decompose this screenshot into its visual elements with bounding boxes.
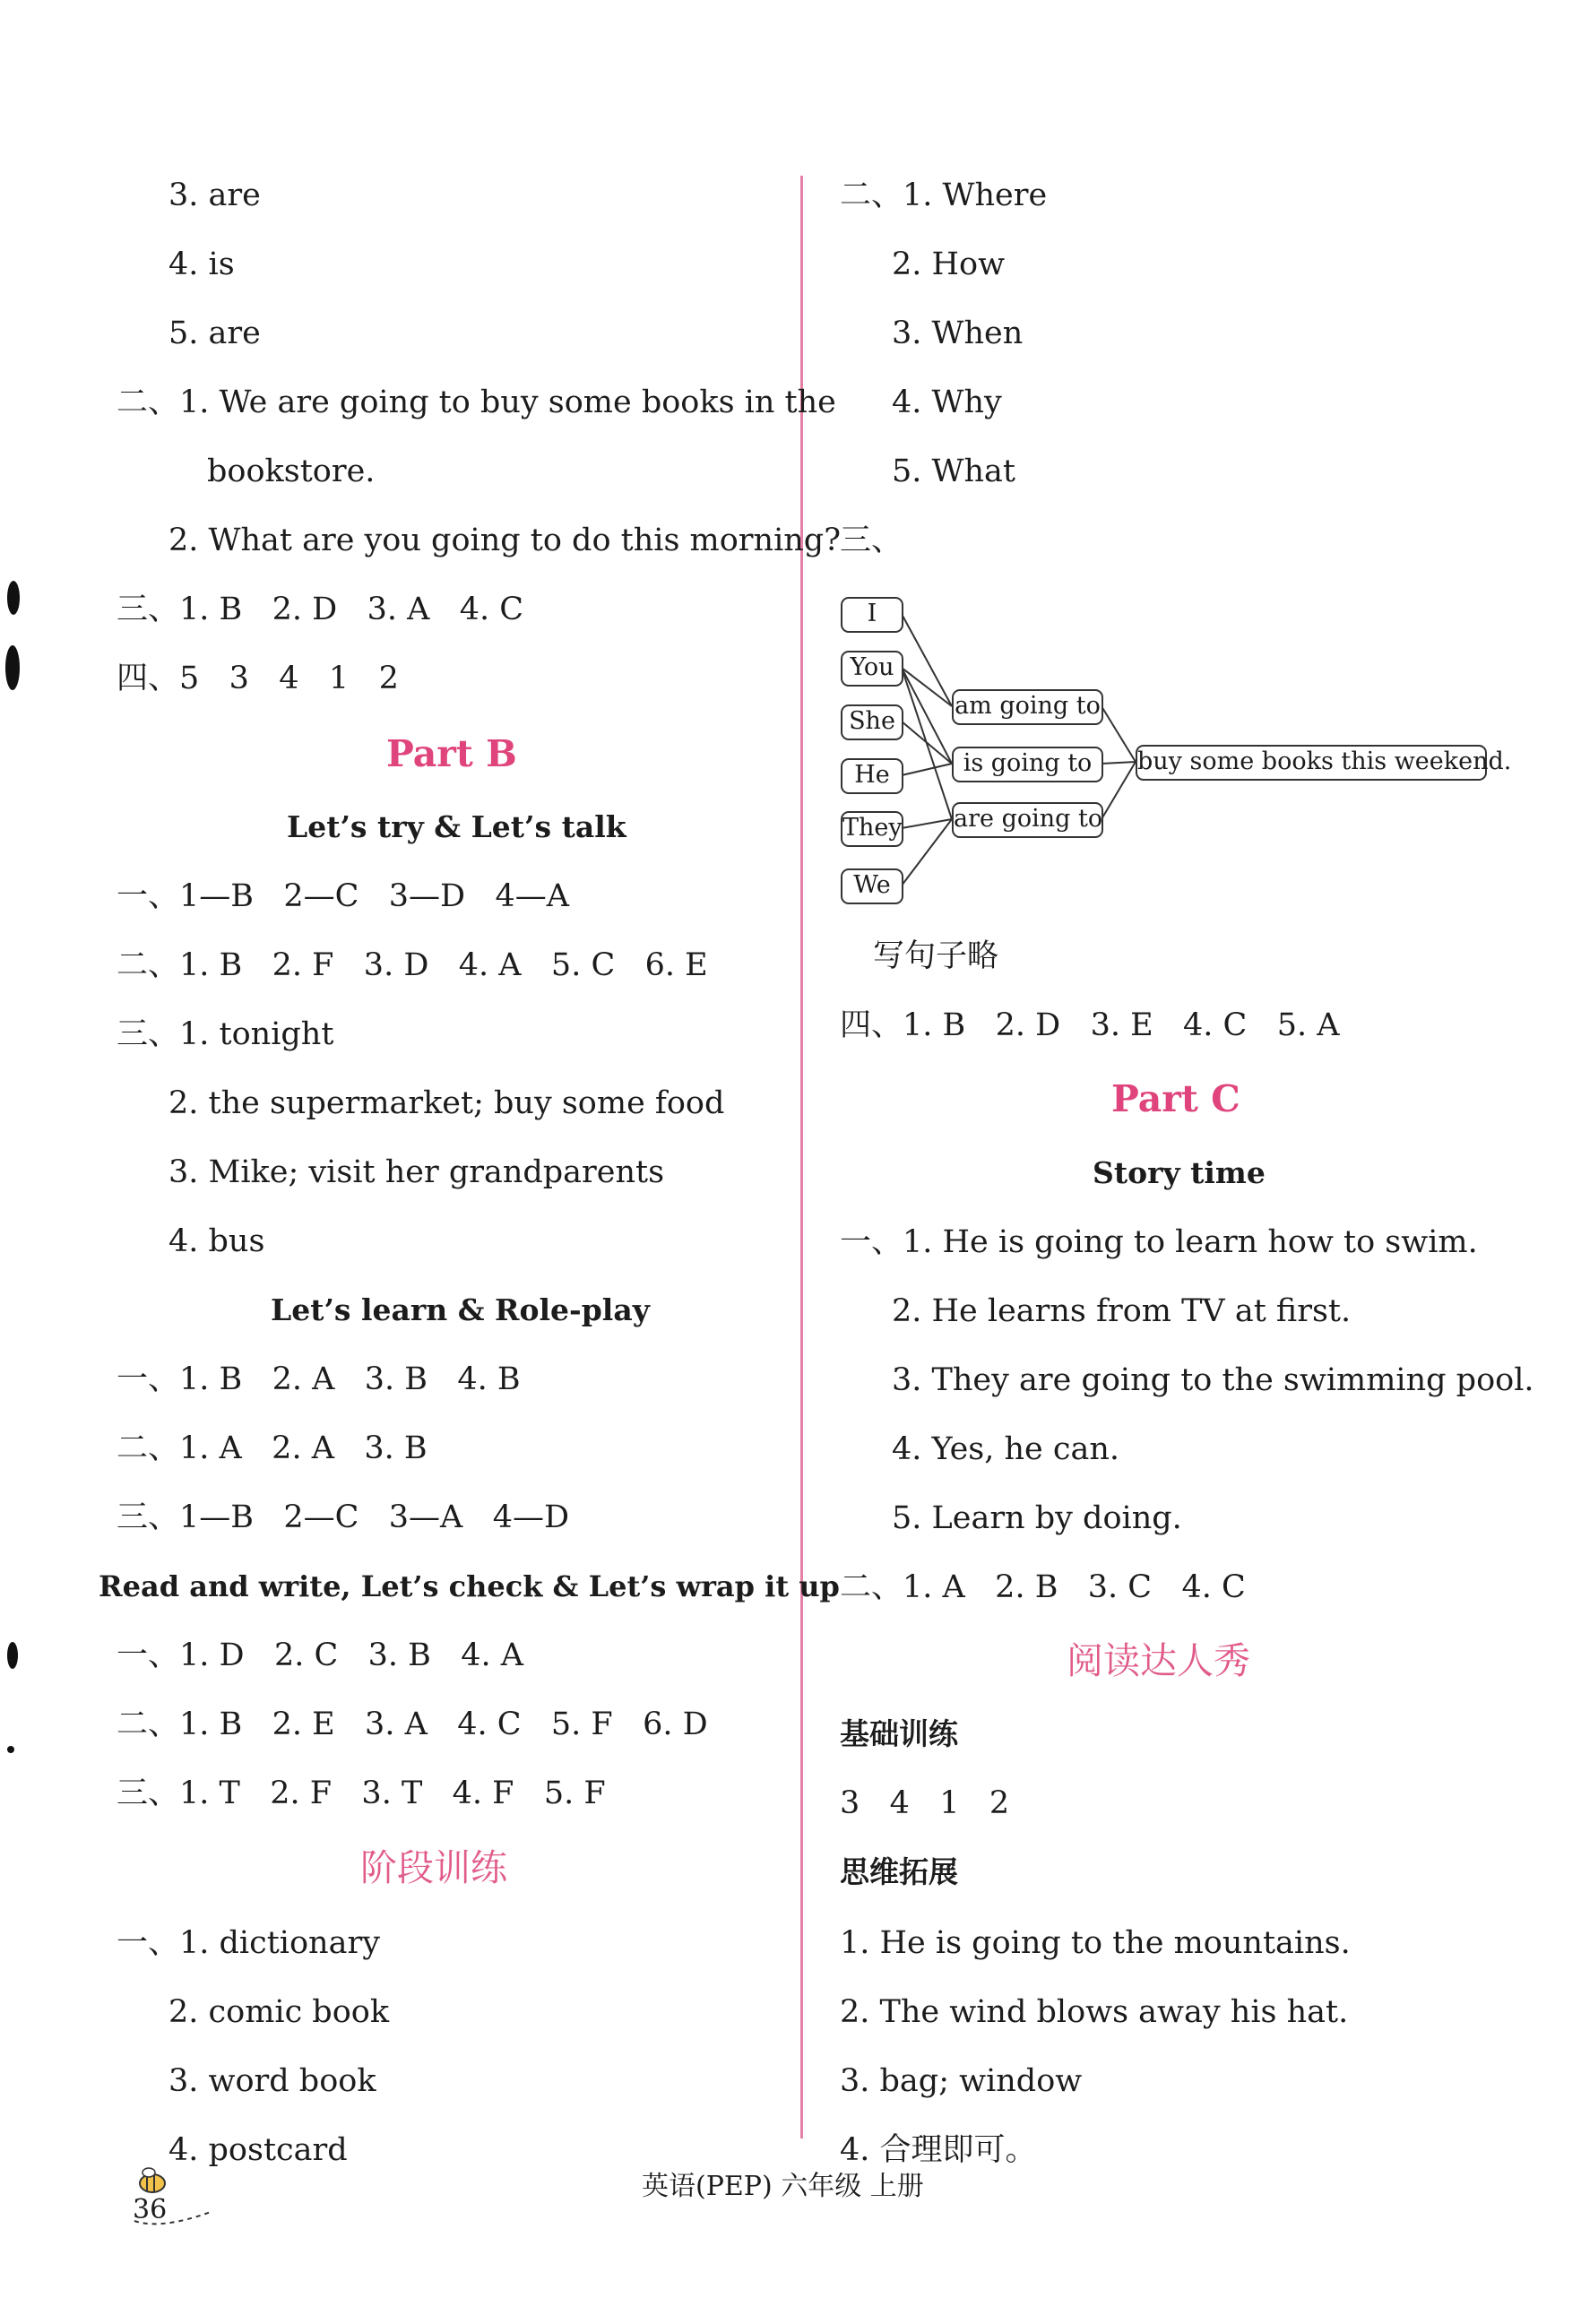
answer-line: 2. He learns from TV at first.	[892, 1293, 1352, 1329]
subsection-heading: Read and write, Let’s check & Let’s wrap it up	[99, 1569, 840, 1603]
answer-line: 3. When	[892, 315, 1024, 351]
answer-line: 四、1. B 2. D 3. E 4. C 5. A	[840, 1007, 1340, 1043]
subject-box: She	[841, 704, 903, 740]
answer-line: 2. the supermarket; buy some food	[168, 1085, 725, 1121]
answer-line: 一、1. He is going to learn how to swim.	[840, 1224, 1478, 1260]
subsection-heading: Let’s learn & Role-play	[271, 1292, 650, 1327]
page-number: 36	[133, 2194, 168, 2225]
answer-line: 一、1. dictionary	[117, 1925, 380, 1961]
answer-line: bookstore.	[207, 454, 376, 489]
scan-mark	[7, 1746, 14, 1753]
verb-box: are going to	[952, 802, 1103, 838]
answer-line: 三、1. B 2. D 3. A 4. C	[117, 592, 524, 627]
object-box: buy some books this weekend.	[1136, 745, 1487, 781]
verb-box: am going to	[952, 689, 1103, 725]
subject-box: He	[841, 758, 903, 794]
answer-line: 5. What	[892, 454, 1015, 489]
subject-box: You	[841, 651, 903, 687]
subsection-heading: 基础训练	[840, 1716, 958, 1751]
answer-line: 二、1. Where	[840, 177, 1048, 213]
answer-line: 4. Yes, he can.	[892, 1431, 1120, 1467]
answer-line: 二、1. A 2. B 3. C 4. C	[840, 1569, 1246, 1605]
subsection-heading: 思维拓展	[840, 1854, 958, 1889]
section-heading-part-c: Part C	[1111, 1077, 1240, 1120]
answer-line: 三、1—B 2—C 3—A 4—D	[117, 1499, 570, 1535]
section-heading-stage-training: 阶段训练	[360, 1846, 507, 1889]
section-heading-reading: 阅读达人秀	[1067, 1639, 1250, 1682]
scan-mark	[7, 581, 20, 615]
answer-line: 四、5 3 4 1 2	[117, 661, 399, 696]
answer-line: 三、1. tonight	[117, 1016, 334, 1052]
section-heading-part-b: Part B	[386, 732, 517, 775]
answer-line: 4. bus	[168, 1223, 265, 1259]
answer-line: 2. comic book	[168, 1994, 390, 2030]
answer-line: 写句子略	[873, 938, 999, 974]
answer-line: 一、1—B 2—C 3—D 4—A	[117, 878, 570, 914]
answer-line: 三、1. T 2. F 3. T 4. F 5. F	[117, 1775, 606, 1811]
verb-box: is going to	[952, 747, 1103, 782]
scan-mark	[5, 645, 20, 690]
answer-line: 1. He is going to the mountains.	[840, 1925, 1351, 1961]
answer-line: 4. 合理即可。	[840, 2132, 1037, 2168]
subsection-heading: Let’s try & Let’s talk	[287, 809, 626, 844]
answer-line: 2. What are you going to do this morning?	[168, 523, 841, 558]
subject-box: They	[841, 811, 903, 847]
scan-mark	[7, 1642, 18, 1669]
answer-line: 4. postcard	[168, 2132, 348, 2168]
answer-line: 3. word book	[168, 2063, 376, 2099]
answer-line: 二、1. B 2. F 3. D 4. A 5. C 6. E	[117, 947, 708, 983]
answer-line: 3. Mike; visit her grandparents	[168, 1154, 665, 1190]
answer-line: 4. is	[168, 246, 235, 282]
answer-line: 一、1. B 2. A 3. B 4. B	[117, 1361, 521, 1397]
answer-line: 2. How	[892, 246, 1006, 282]
answer-line: 3 4 1 2	[840, 1785, 1010, 1821]
answer-line: 3. bag; window	[840, 2063, 1083, 2099]
answer-line: 一、1. D 2. C 3. B 4. A	[117, 1637, 524, 1673]
answer-line: 二、1. A 2. A 3. B	[117, 1430, 428, 1466]
subsection-heading: Story time	[1093, 1155, 1266, 1190]
subject-box: I	[841, 597, 903, 633]
subject-box: We	[841, 868, 903, 904]
answer-line: 3. are	[168, 177, 261, 213]
answer-line: 2. The wind blows away his hat.	[840, 1994, 1349, 2030]
answer-line: 5. Learn by doing.	[892, 1500, 1182, 1536]
answer-line: 三、	[840, 523, 903, 558]
answer-line: 二、1. We are going to buy some books in the	[117, 384, 836, 420]
book-title: 英语(PEP) 六年级 上册	[642, 2171, 924, 2202]
answer-line: 5. are	[168, 315, 261, 351]
answer-line: 3. They are going to the swimming pool.	[892, 1362, 1534, 1398]
answer-line: 4. Why	[892, 384, 1002, 420]
answer-line: 二、1. B 2. E 3. A 4. C 5. F 6. D	[117, 1706, 708, 1742]
